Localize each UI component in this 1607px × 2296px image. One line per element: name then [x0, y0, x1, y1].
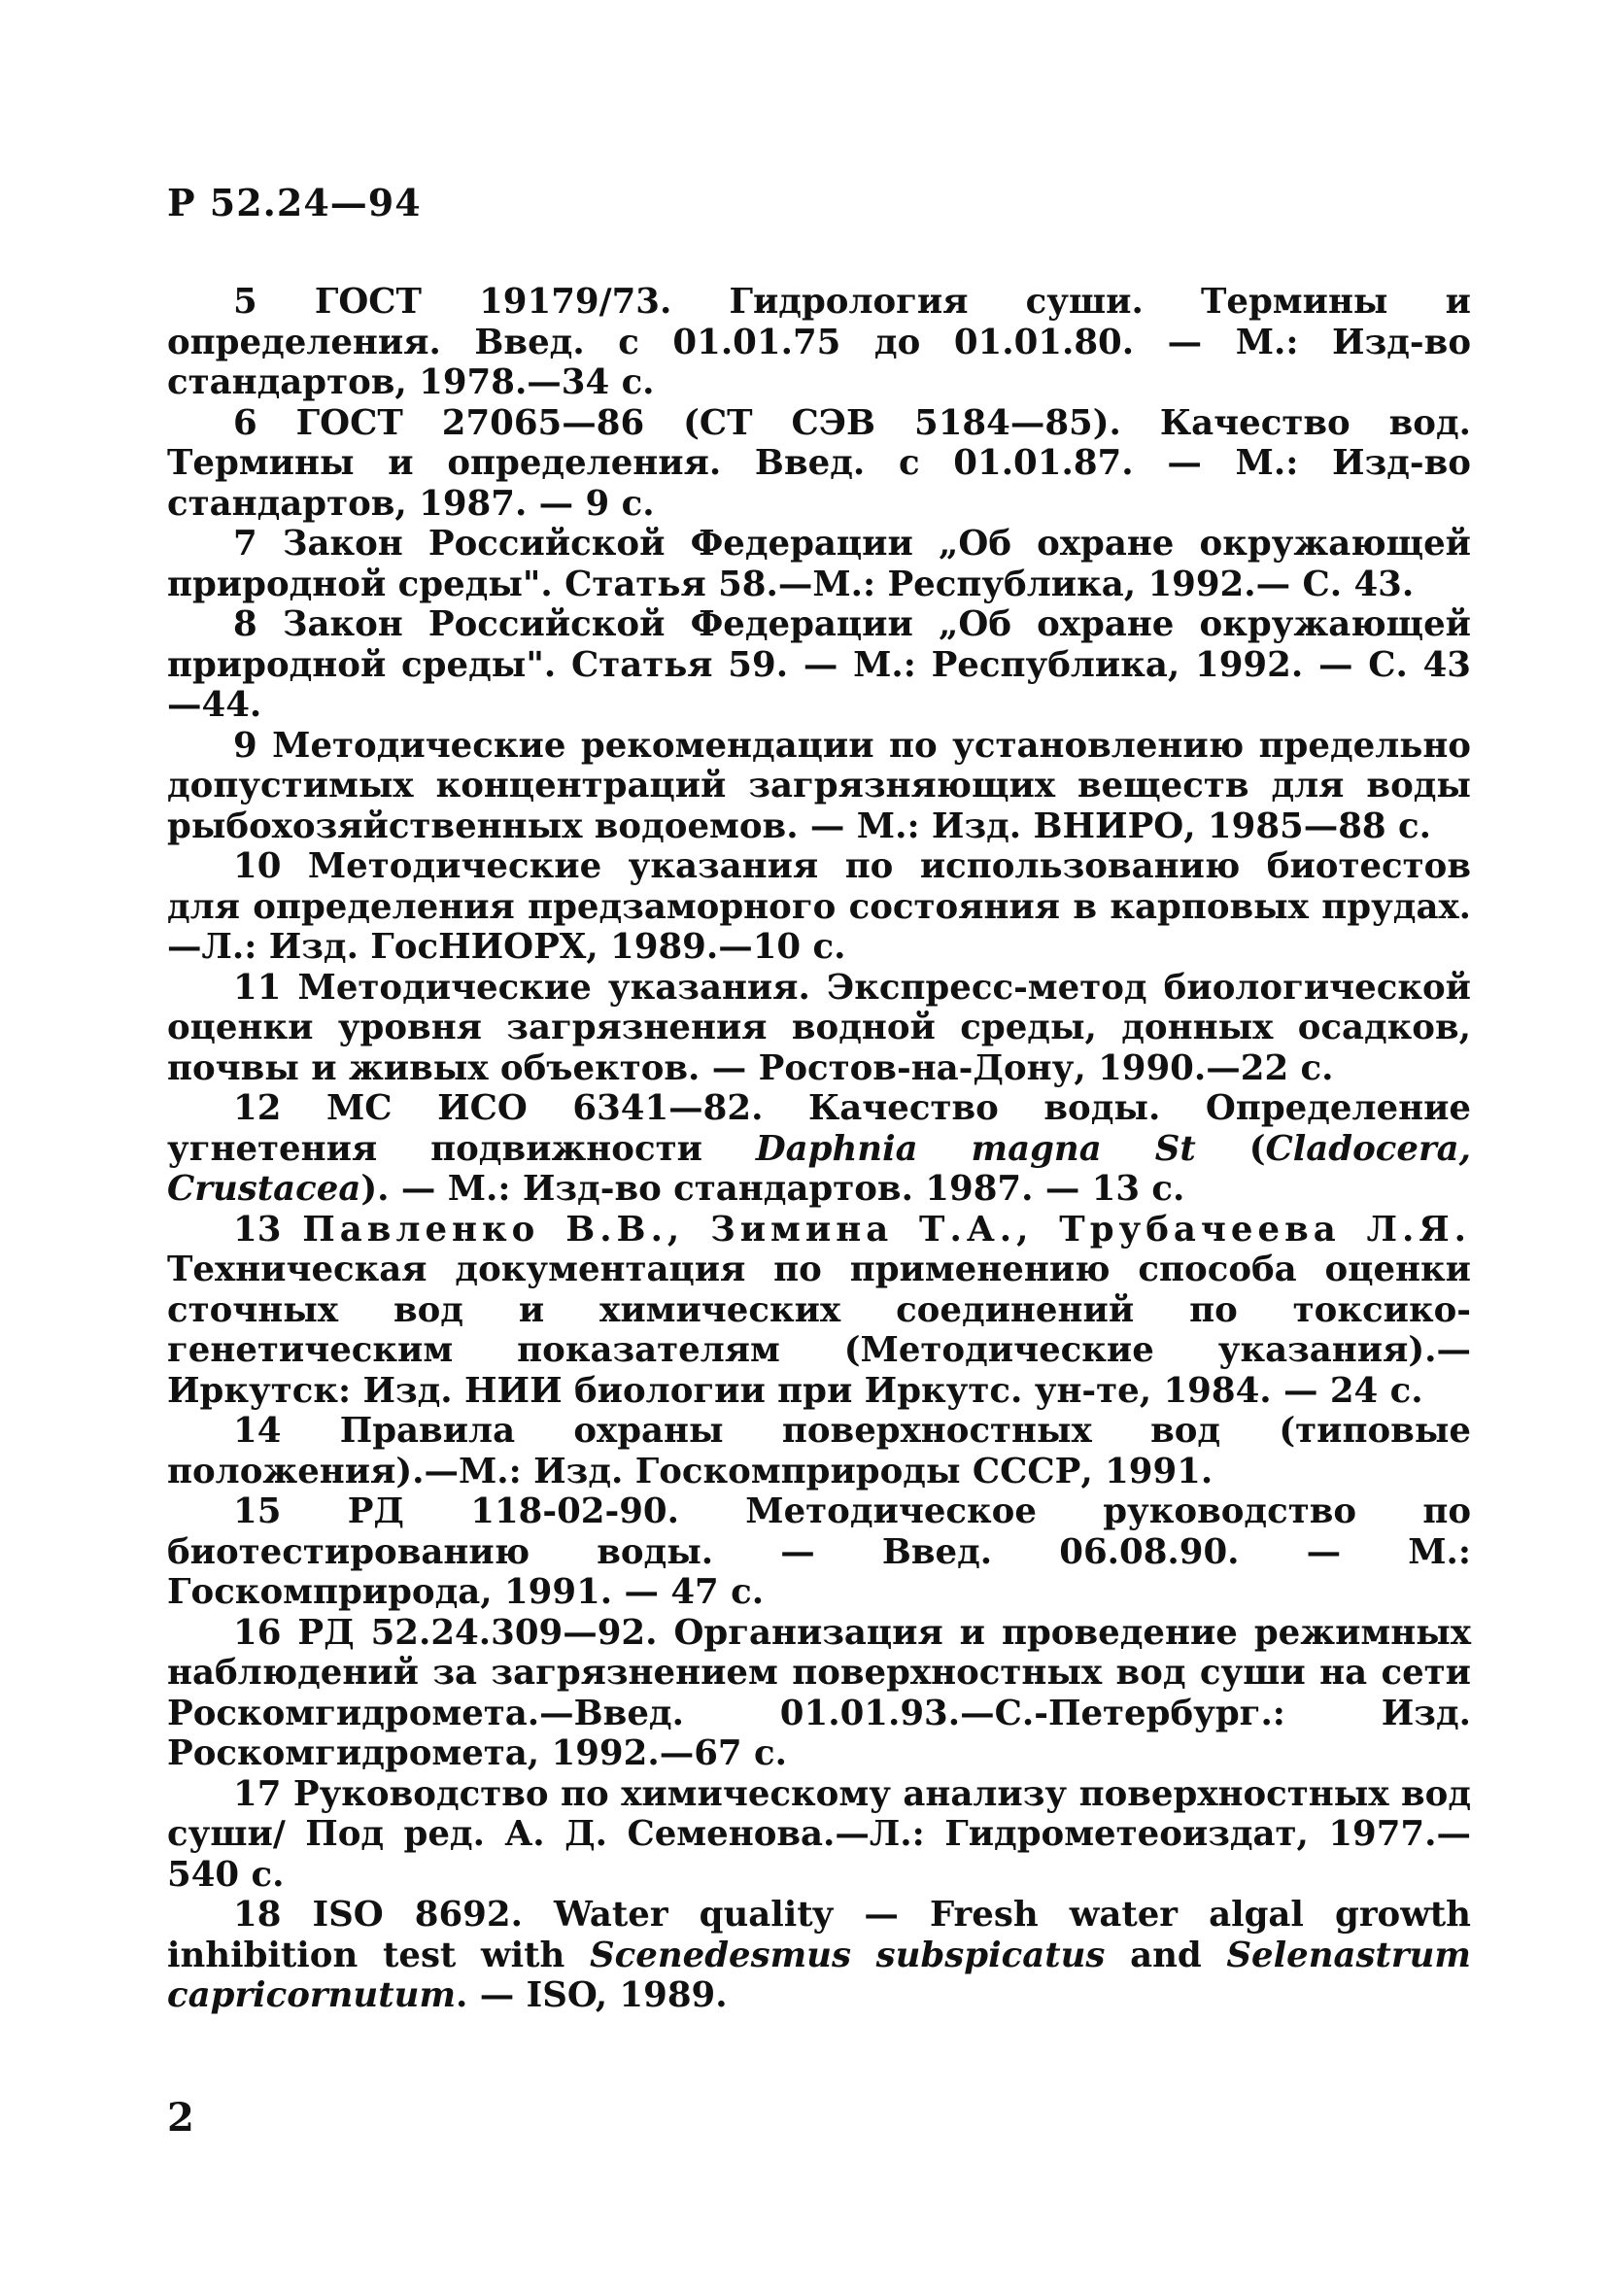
reference-item: 9 Методические рекомендации по установлению предельно допустимых концентраций загрязняющих веществ для воды рыбохозяйственных водоемов. — М.: Изд. ВНИРО, 1985—88 с. — [167, 725, 1471, 846]
reference-item: 14 Правила охраны поверхностных вод (типовые положения).—М.: Изд. Госкомприроды СССР, 1991. — [167, 1411, 1471, 1491]
reference-item: 6 ГОСТ 27065—86 (СТ СЭВ 5184—85). Качество вод. Термины и определения. Введ. с 01.01.87. — М.: Изд-во стандартов, 1987. — 9 с. — [167, 402, 1471, 524]
reference-item: 17 Руководство по химическому анализу поверхностных вод суши/ Под ред. А. Д. Семенова.—Л.: Гидрометеоиздат, 1977.—540 с. — [167, 1773, 1471, 1895]
reference-item — [167, 1088, 1471, 1210]
species-name: Daphnia magna St — [755, 1128, 1196, 1169]
reference-item — [167, 1895, 1471, 2016]
species-name: Scenedesmus subspicatus — [589, 1935, 1106, 1975]
reference-text: Техническая документация по применению способа оценки сточных вод и химических соединений по токсико-генетическим показателям (Методические указания).—Иркутск: Изд. НИИ биологии при Иркутс. ун-те, 1984. — 24 с. — [167, 1250, 1471, 1411]
reference-text: ( — [1195, 1128, 1266, 1169]
reference-number: 13 — [233, 1209, 282, 1250]
reference-authors: Павленко В.В., Зимина Т.А., Трубачеева Л.Я. — [302, 1209, 1472, 1250]
reference-text: . — ISO, 1989. — [456, 1975, 728, 2015]
reference-item: 11 Методические указания. Экспресс-метод биологической оценки уровня загрязнения водной среды, донных осадков, почвы и живых объектов. — Ростов-на-Дону, 1990.—22 с. — [167, 967, 1471, 1088]
reference-list — [167, 282, 1471, 2016]
species-name: Selenastrum capricornutum — [167, 1935, 1471, 2015]
reference-text: 12 МС ИСО 6341—82. Качество воды. Определение угнетения подвижности — [167, 1088, 1471, 1169]
page-header: Р 52.24—94 — [167, 181, 422, 224]
page-number: 2 — [167, 2095, 194, 2141]
reference-text: ). — М.: Изд-во стандартов. 1987. — 13 с. — [360, 1169, 1185, 1209]
taxon-name: Cladocera, Crustacea — [167, 1128, 1472, 1209]
reference-item: 15 РД 118-02-90. Методическое руководство по биотестированию воды. — Введ. 06.08.90. — М.: Госкомприрода, 1991. — 47 с. — [167, 1491, 1471, 1612]
reference-item: 5 ГОСТ 19179/73. Гидрология суши. Термины и определения. Введ. с 01.01.75 до 01.01.80. — М.: Изд-во стандартов, 1978.—34 с. — [167, 282, 1471, 402]
reference-text: 18 ISO 8692. Water quality — Fresh water algal growth inhibition test with — [167, 1895, 1471, 1975]
reference-item: 10 Методические указания по использованию биотестов для определения предзаморного состояния в карповых прудах.—Л.: Изд. ГосНИОРХ, 1989.—10 с. — [167, 846, 1471, 967]
reference-item: 16 РД 52.24.309—92. Организация и проведение режимных наблюдений за загрязнением поверхностных вод суши на сети Роскомгидромета.—Введ. 01.01.93.—С.-Петербург.: Изд. Роскомгидромета, 1992.—67 с. — [167, 1612, 1471, 1773]
reference-item: 8 Закон Российской Федерации „Об охране окружающей природной среды". Статья 59. — М.: Республика, 1992. — С. 43—44. — [167, 604, 1471, 725]
reference-item: 7 Закон Российской Федерации „Об охране окружающей природной среды". Статья 58.—М.: Республика, 1992.— С. 43. — [167, 524, 1471, 604]
reference-item — [167, 1210, 1471, 1412]
reference-text: and — [1105, 1935, 1227, 1975]
